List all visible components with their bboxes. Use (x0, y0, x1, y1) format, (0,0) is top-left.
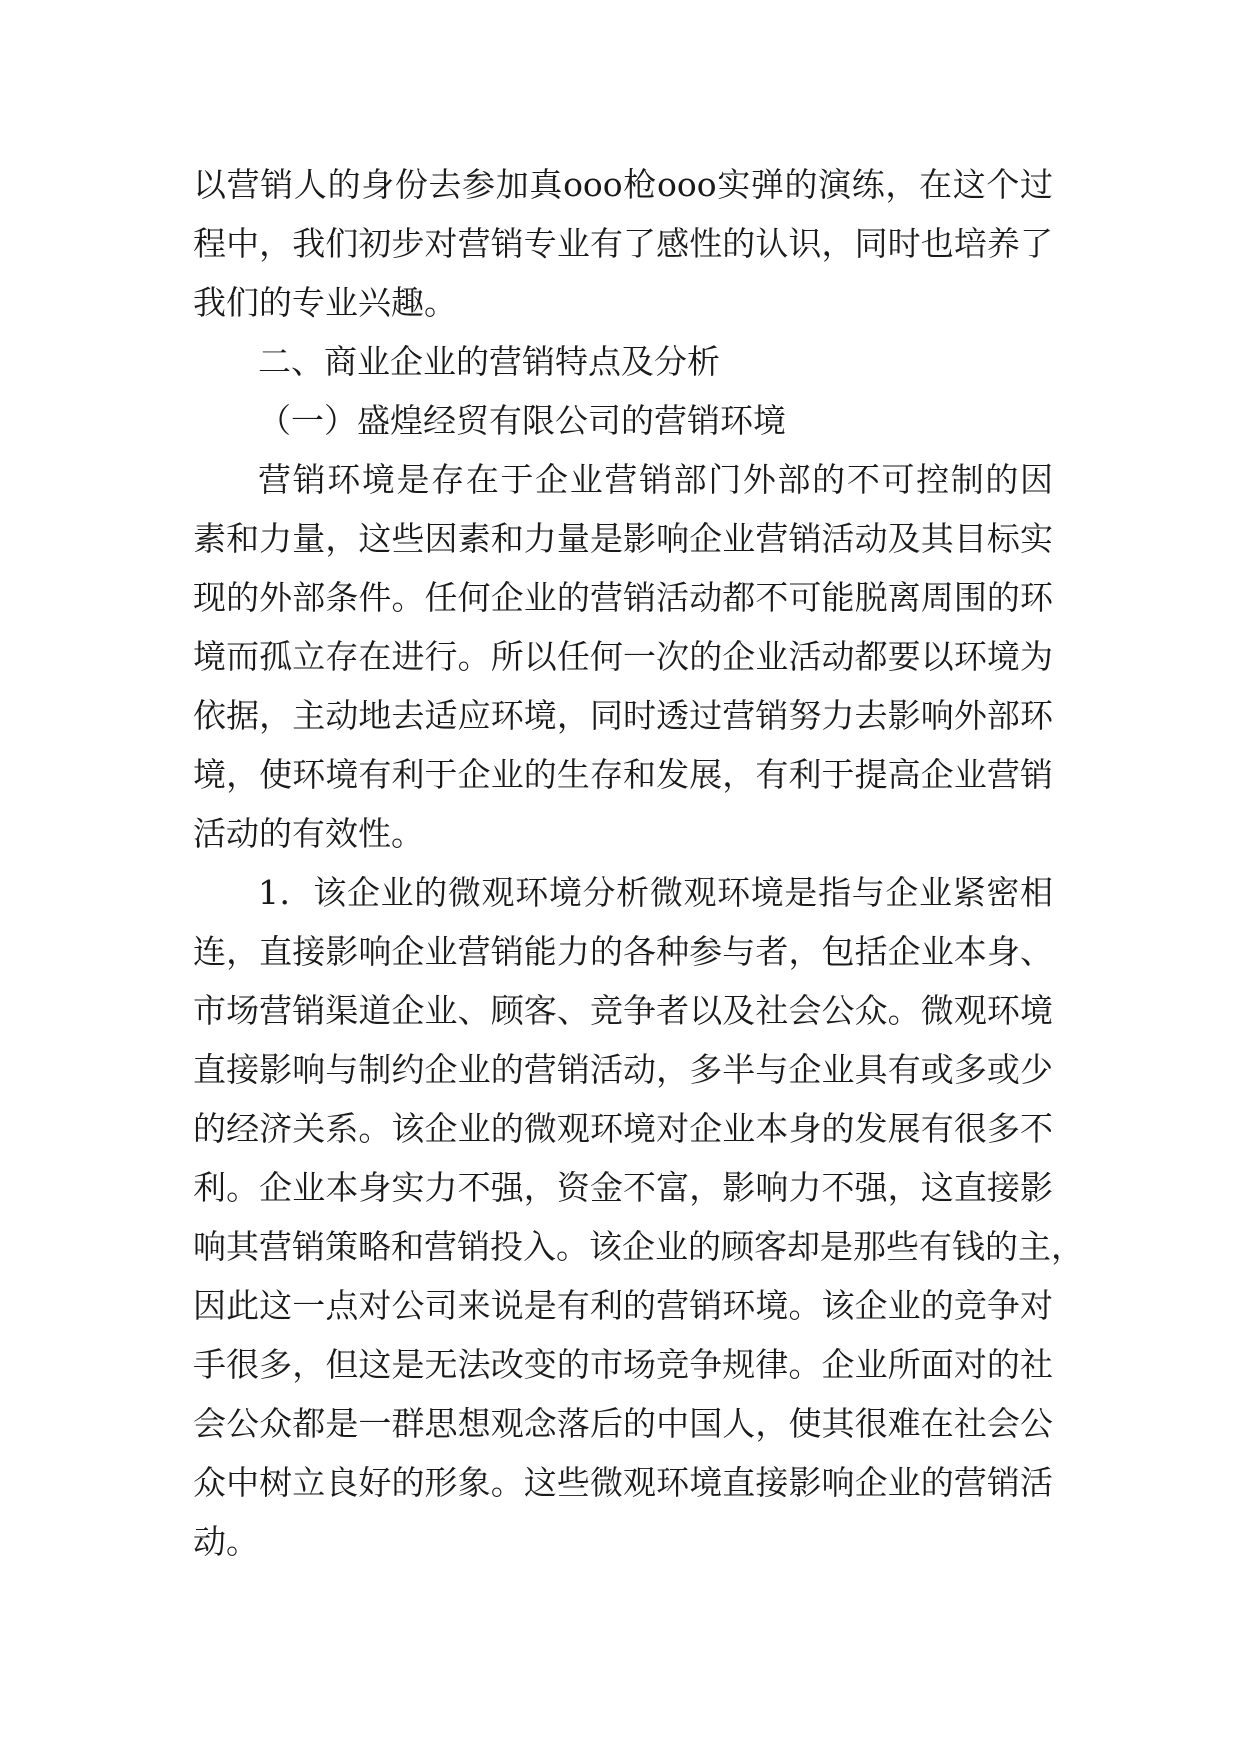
paragraph-line: 连，直接影响企业营销能力的各种参与者，包括企业本身、 (193, 932, 1053, 971)
paragraph-line: 境而孤立存在进行。所以任何一次的企业活动都要以环境为 (193, 637, 1053, 676)
paragraph-line: 以营销人的身份去参加真ooo枪ooo实弹的演练，在这个过 (193, 165, 1053, 204)
paragraph-line: 依据，主动地去适应环境，同时透过营销努力去影响外部环 (193, 696, 1053, 735)
paragraph-line: 众中树立良好的形象。这些微观环境直接影响企业的营销活 (193, 1463, 1053, 1502)
paragraph-line: 素和力量，这些因素和力量是影响企业营销活动及其目标实 (193, 519, 1053, 558)
paragraph-line: 现的外部条件。任何企业的营销活动都不可能脱离周围的环 (193, 578, 1053, 617)
paragraph-line: 手很多，但这是无法改变的市场竞争规律。企业所面对的社 (193, 1345, 1053, 1384)
paragraph-line: 1．该企业的微观环境分析微观环境是指与企业紧密相 (258, 873, 1053, 912)
paragraph-line: 因此这一点对公司来说是有利的营销环境。该企业的竞争对 (193, 1286, 1053, 1325)
paragraph-line: 利。企业本身实力不强，资金不富，影响力不强，这直接影 (193, 1168, 1053, 1207)
paragraph-line: 我们的专业兴趣。 (193, 283, 457, 322)
paragraph-line: 直接影响与制约企业的营销活动，多半与企业具有或多或少 (193, 1050, 1053, 1089)
paragraph-line: 会公众都是一群思想观念落后的中国人，使其很难在社会公 (193, 1404, 1053, 1443)
paragraph-line: 活动的有效性。 (193, 814, 424, 853)
paragraph-line: 动。 (193, 1522, 259, 1561)
subsection-heading: （一）盛煌经贸有限公司的营销环境 (258, 401, 786, 440)
paragraph-line: 的经济关系。该企业的微观环境对企业本身的发展有很多不 (193, 1109, 1053, 1148)
paragraph-line: 营销环境是存在于企业营销部门外部的不可控制的因 (258, 460, 1053, 499)
paragraph-line: 响其营销策略和营销投入。该企业的顾客却是那些有钱的主， (193, 1227, 1084, 1266)
paragraph-line: 程中，我们初步对营销专业有了感性的认识，同时也培养了 (193, 224, 1053, 263)
paragraph-line: 境，使环境有利于企业的生存和发展，有利于提高企业营销 (193, 755, 1053, 794)
section-heading: 二、商业企业的营销特点及分析 (258, 342, 720, 381)
paragraph-line: 市场营销渠道企业、顾客、竞争者以及社会公众。微观环境 (193, 991, 1053, 1030)
